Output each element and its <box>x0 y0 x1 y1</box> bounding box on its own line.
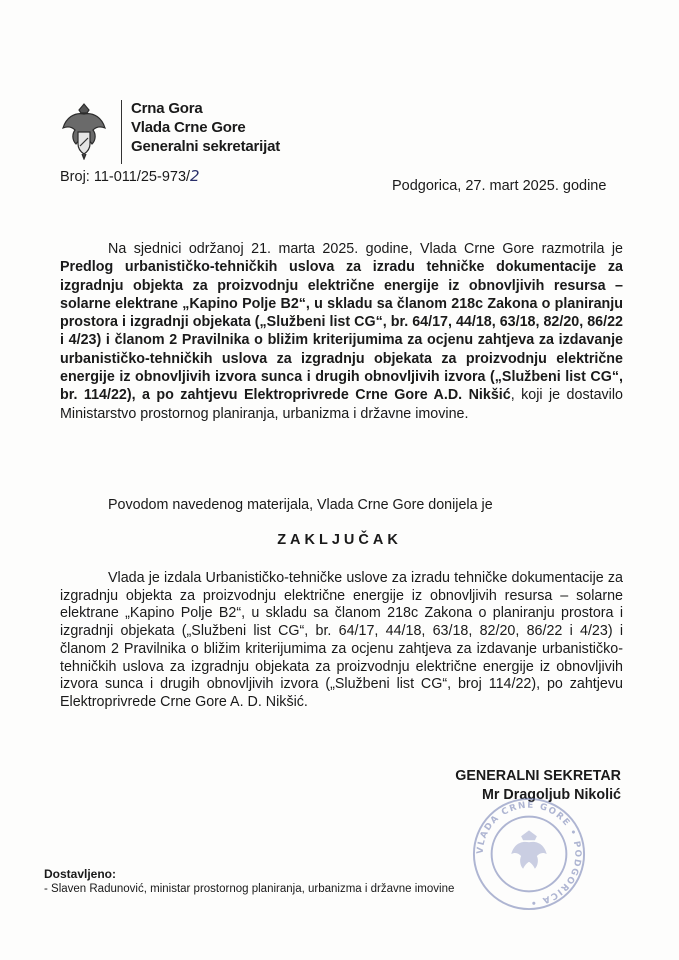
stamp-text: VLADA CRNE GORE • PODGORICA • <box>475 800 583 908</box>
place-date: Podgorica, 27. mart 2025. godine <box>392 178 607 194</box>
signatory-name: Mr Dragoljub Nikolić <box>481 787 621 803</box>
distribution-label: Dostavljeno: <box>44 867 117 881</box>
conclusion-title: ZAKLJUČAK <box>277 532 402 548</box>
signatory-role: GENERALNI SEKRETAR <box>455 768 621 784</box>
official-stamp-icon <box>470 795 588 913</box>
conclusion-paragraph: Vlada je izdala Urbanističko-tehničke uslove za izradu tehničke dokumentacije za izgradnju objekta za proizvodnju električne energije iz obnovljivih resursa – solarne elektrane „Kapino Polje B2“, u skladu sa članom 218c Zakona o planiranju prostora i izgradnji objekata („Službeni list CG“, br. 64/17, 44/18, 63/18, 82/20, 86/22 i 4/23) i članom 2 Pravilnika o bližim kriterijumima za ocjenu zahtjeva za izdavanje urbanističko-tehničkih uslova za izgradnju objekata za proizvodnju električne energije iz obnovljivih izvora sunca i drugih obnovljivih izvora („Službeni list CG“, broj 114/22), po zahtjevu Elektroprivrede Crne Gore A. D. Nikšić. <box>60 570 623 710</box>
distribution-item: - Slaven Radunović, ministar prostornog planiranja, urbanizma i državne imovine <box>44 883 455 895</box>
adoption-paragraph: Povodom navedenog materijala, Vlada Crne Gore donijela je <box>108 497 493 513</box>
intro-text-a: Na sjednici održanoj 21. marta 2025. godine, Vlada Crne Gore razmotrila je <box>108 241 623 257</box>
coat-of-arms-icon <box>60 102 108 160</box>
government-name: Vlada Crne Gore <box>131 119 246 136</box>
reference-number-text: Broj: 11-011/25-973/ <box>60 169 191 185</box>
intro-paragraph <box>60 240 623 423</box>
secretariat-name: Generalni sekretarijat <box>131 138 281 155</box>
intro-text-c: , koji je dostavilo Ministarstvo prostornog planiranja, urbanizma i državne imovine. <box>60 387 623 422</box>
header-divider <box>121 100 122 164</box>
reference-number <box>60 167 200 185</box>
handwritten-number: 2 <box>190 167 200 185</box>
intro-text-bold: Predlog urbanističko-tehničkih uslova za izradu tehničke dokumentacije za izgradnju objekta za proizvodnju električne energije iz obnovljivih resursa – solarne elektrane „Kapino Polje B2“, u skladu sa članom 218c Zakona o planiranju prostora i izgradnji objekata („Službeni list CG“, br. 64/17, 44/18, 63/18, 82/20, 86/22 i 4/23) i članom 2 Pravilnika o bližim kriterijumima za ocjenu zahtjeva za izdavanje urbanističko-tehničkih uslova za izgradnju objekata za proizvodnju električne energije iz obnovljivih izvora sunca i drugih obnovljivih izvora („Službeni list CG“, br. 114/22), a po zahtjevu Elektroprivrede Crne Gore A.D. Nikšić <box>60 259 623 404</box>
country-name: Crna Gora <box>131 100 203 117</box>
